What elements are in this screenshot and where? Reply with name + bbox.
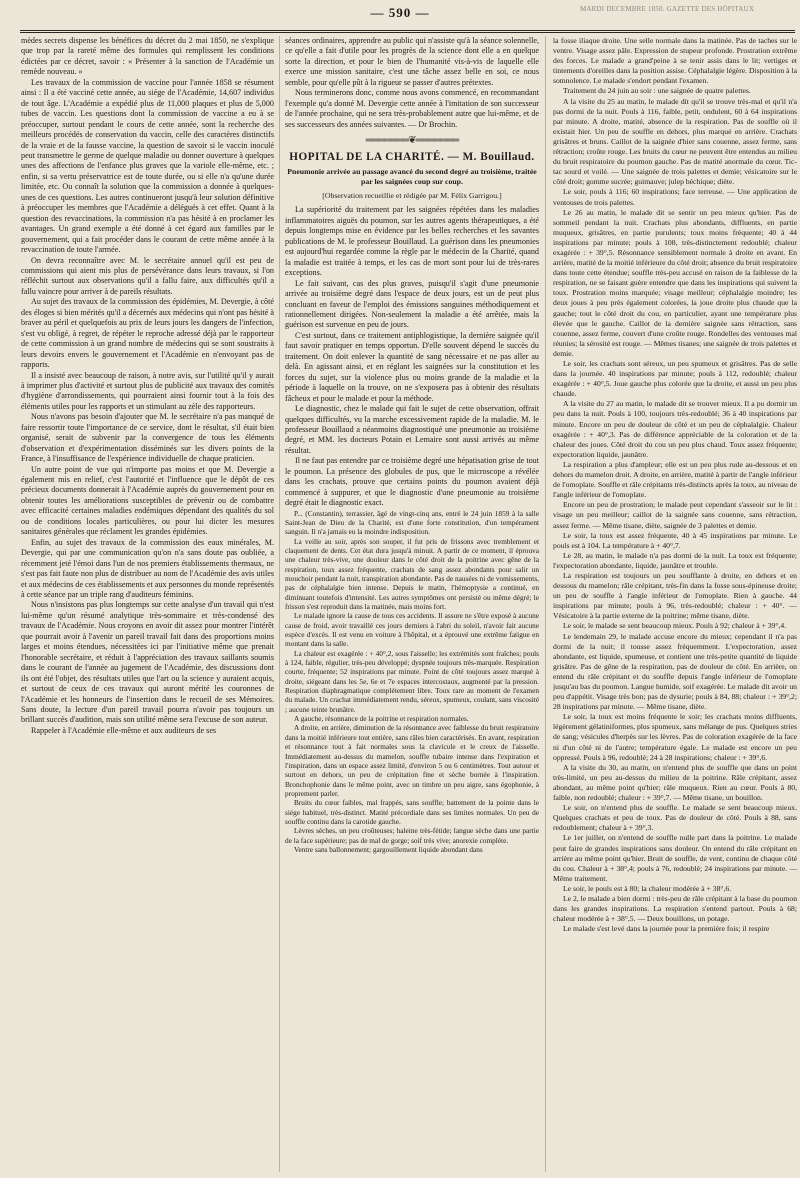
paragraph: Le diagnostic, chez le malade qui fait le sujet de cette observation, offrait quelques difficultés, vu la marche excessivement rapide de la maladie. M. le professeur Bouillaud a néanmoins diagnostiqué une pneumonie au troisième degré, et MM. les docteurs Potain et Lemaire sont aussi arrivés au même résultat. <box>285 404 539 455</box>
paragraph: A gauche, résonnance de la poitrine et respiration normales. <box>294 714 469 724</box>
paragraph: Enfin, au sujet des travaux de la commission des eaux minérales, M. Devergie, qui par une communication qu'on n'a sans doute pas oubliée, a récemment jeté l'émoi dans l'un de nos premiers établissements thermaux, ne s'est pas fait faute non plus de distribuer au nom de l'Académie des avis utiles et aux médecins de ces établissements et aux personnes du monde représentés à cette séance par un triple rang d'auditeurs féminins. <box>21 537 274 600</box>
paragraph: La veille au soir, après son souper, il fut pris de frissons avec tremblement et claquement de dents. Cet état dura jusqu'à minuit. A partir de ce moment, il éprouva une chaleur très-vive, une douleur dans le côté droit de la poitrine avec gêne de la respiration, toux assez fréquente, crachats de sang assez abondants pour salir un mouchoir pendant la nuit, transpiration abondante. Pas de nausées ni de vomissements, pas de céphalalgie bien intense. Depuis le matin, l'hémoptysie a continué, en diminuant toutefois d'intensité. Les autres symptômes ont persisté ou même dégré; le frisson s'est reproduit dans la matinée, mais moins fort. <box>285 536 539 612</box>
column-divider <box>545 36 546 1172</box>
article-subtitle: Pneumonie arrivée au passage avancé du second degré au troisième, traitée par les saignées coup sur coup. <box>287 166 537 186</box>
paragraph: Le 1er juillet, on n'entend de souffle nulle part dans la poitrine. Le malade peut faire de grandes inspirations sans douleur. On entend du râle crépitant en arrière au même point qu'hier. Bruit de souffle, de vent, continu de chaque côté du cou. Chaleur à + 38°,4; pouls à 76, redoublé; 24 inspirations par minute. — Même traitement. <box>553 833 797 883</box>
paragraph: Lèvres sèches, un peu croûteuses; haleine très-fétide; langue sèche dans une partie de la face supérieure; pas de mal de gorge; soif très vive; anorexie complète. <box>285 826 539 845</box>
paragraph: Au sujet des travaux de la commission des épidémies, M. Devergie, à côté des éloges si bien mérités qu'il a décernés aux médecins qui n'ont pas hésité à braver au péril et quelquefois au prix de leurs jours les dangers de l'infection, s'est vu obligé, à regret, de répéter le reproche adressé déjà par le rapporteur de cette commission à un grand nombre de médecins qui se sont soustraits à leurs devoirs envers le gouvernement et l'Académie en n'envoyant pas de rapports. <box>21 297 274 370</box>
column-divider <box>279 36 280 1172</box>
column-1 <box>21 36 274 1172</box>
observation-note: [Observation recueillie et rédigée par M. Félix Garrigou.] <box>322 190 502 200</box>
paragraph: La respiration a plus d'ampleur; elle est un peu plus rude au-dessous et en dehors du mamelon droit. A droite, en arrière, matité à partir de l'angle inférieur de l'omoplate. Souffle et râle crépitants très-distincts après la toux, au niveau de l'angle inférieur de l'omoplate. <box>553 459 797 500</box>
paragraph: La respiration est toujours un peu soufflante à droite, en dehors et en dessous du mamelon; râle crépitant, très-fin dans la fosse sous-épineuse droite; un peu de souffle à l'angle inférieur de l'omoplate. Rien à gauche. 44 inspirations par minute; pouls à 96, très-redoublé; chaleur : + 40°. — Vésicatoire à la partie externe de la poitrine; même tisane, diète. <box>553 570 797 621</box>
case-report <box>285 509 539 855</box>
paragraph: Encore un peu de prostration; le malade peut cependant s'asseoir sur le lit : visage un peu meilleur; caillot de la saignée sans couenne, sans rétraction, assez ferme. — Même tisane, diète, saignée de 3 palettes et demie. <box>553 500 797 530</box>
paragraph: C'est surtout, dans ce traitement antiphlogistique, la dernière saignée qu'il faut savoir pratiquer en temps opportun. D'elle souvent dépend le succès du traitement. On doit enlever la quantité de sang nécessaire et ne pas aller au delà. En agissant ainsi, et en réglant les saignées sur la constitution et les forces du sujet, sur la violence plus ou moins grande de la maladie et la période à laquelle on la trouve, on ne s'exposera pas à obtenir des résultats fâcheux et pour le malade et pour la méthode. <box>285 330 539 403</box>
paragraph: Nous n'avons pas besoin d'ajouter que M. le secrétaire n'a pas manqué de faire ressortir toute l'importance de ce service, dont le résultat, s'il était bien organisé, serait de subvenir par la convergence de tous les éléments d'observation et d'expérimentation disséminés sur les divers points de la France, à l'insuffisance de l'expérience individuelle de chaque praticien. <box>21 412 274 464</box>
paragraph: A la visite du 25 au matin, le malade dit qu'il se trouve très-mal et qu'il n'a pas dormi de la nuit. Pouls à 116, faible, petit, ondulent, 60 à 64 inspirations par minute. A droite, matité, absence de la respiration. Pas de souffle où il existait hier. Un peu de souffle en dehors, plus marqué en arrière. Crachats grisâtres et bruns. Caillot de la saignée d'hier sans couenne, assez ferme, sans rétraction; croûte rouge. Les bruits du cœur ne peuvent être entendus au milieu du bruit respiratoire du poumon gauche. Pas de matité anormale du cœur. Tic-tac sourd et voilé. — Une saignée de trois palettes et demie; vésicatoire sur le côté droit; gomme sucrée; guimauve; julep béchique; diète. <box>553 96 797 187</box>
paragraph: Un autre point de vue qui n'importe pas moins et que M. Devergie a également mis en relief, c'est l'autorité et l'influence que le dépôt de ces précieux documents donnerait à l'Académie auprès du gouvernement pour en obtenir toutes les améliorations susceptibles de prévenir ou de combattre avec efficacité certaines maladies endémiques dépendant des qualités du sol ou de conditions locales particulières, ou pour lui dicter les mesures sanitaires générales que réclament les grandes épidémies. <box>21 464 274 537</box>
paragraph: P... (Constantin), terrassier, âgé de vingt-cinq ans, entré le 24 juin 1859 à la salle Saint-Jean de Dieu de la Charité, est d'une forte constitution, d'un tempérament sanguin. Il n'a jamais eu la moindre indisposition. <box>285 508 539 537</box>
column-3 <box>553 36 797 1172</box>
paragraph: Le soir, la toux est moins fréquente le soir; les crachats moins diffluents, légèrement gélatiniformes, plus spumeux, sans mélange de pus. Quelques stries de sang; vésicules d'herpès sur les lèvres. Pas de coloration exagérée de la face ni d'un côté ni de l'autre; température égale. Le malade est encore un peu oppressé. Pouls à 96, redoublé; 24 à 28 inspirations; chaleur : + 39°,6. <box>553 712 797 762</box>
paragraph: Le soir, la toux est assez fréquente, 40 à 45 inspirations par minute. Le pouls est à 104. La température à + 40°,7. <box>553 530 797 550</box>
paragraph: Bruits du cœur faibles, mal frappés, sans souffle; battement de la pointe dans le siége habituel, très-distinct. Matité précordiale dans ses limites normales. Un peu de souffle continu dans la carotide gauche. <box>285 798 539 826</box>
paragraph: Nous n'insistons pas plus longtemps sur cette analyse d'un travail qui n'est lui-même qu'un résumé analytique très-sommaire et très-condensé des travaux de l'Académie. Nous croyons en avoir dit assez pour montrer l'intérêt que pourrait avoir à l'avenir un pareil travail fait dans des proportions moins larges et moins étendues, nécessitées ici par l'initiative même que prenait l'honorable secrétaire, et réduit à l'appréciation des travaux saillants soumis dans le courant de l'année au jugement de l'Académie, des discussions dont ils ont été l'objet, des résultats utiles que l'art ou la science y auraient acquis, et surtout de ceux de ces travaux qui auront mérité les couronnes de l'Académie et les honneurs de l'insertion dans le recueil de ses Mémoires. Sans doute, la lecture d'un pareil travail pourra n'avoir pas toujours un brillant succès d'audition, mais son utilité même sera l'excuse de son auteur. <box>21 600 274 725</box>
column-2 <box>285 36 539 1172</box>
paragraph: Le soir, pouls à 116; 60 inspirations; face terreuse. — Une application de ventouses de trois palettes. <box>553 187 797 207</box>
section-ornament: ═══════❦═══════ <box>365 135 459 147</box>
paragraph: A droite, en arrière, diminution de la résonnance avec faiblesse du bruit respiratoire dans la moitié inférieure tout entière, sans râles bien caractérisés. En avant, respiration et résonnance tout à fait normales sous la clavicule et le creux de l'aisselle. Immédiatement au-dessus du mamelon, souffle tubaire intense dans l'expiration et l'inspiration, dans un espace assez limité, d'environ 5 ou 6 centimètres. Tout autour et surtout en dehors, un peu de crépitation fine et sèche bornée à l'inspiration. Bronchophonie dans le même point, avec un timbre un peu aigre, sans égophonie, à proprement parler. <box>285 723 539 798</box>
paragraph: Le lendemain 29, le malade accuse encore du mieux; cependant il n'a pas dormi de la nuit; il tousse assez fréquemment. L'expectoration, assez abondante, est liquide, spumeuse, et contient une très-petite quantité de liquide grisâtre. Pas de gêne de la respiration, pas de douleur de côté. En arrière, on entend du râle crépitant et du souffle depuis l'angle inférieur de l'omoplate jusqu'au bas du poumon. Langue humide, soif exagérée. Le malade dit avoir un peu d'appétit. Visage très bon; pas de dysurie; pouls à 84, 88; chaleur : + 39°,2; 28 inspirations par minute. — Même tisane, diète. <box>553 631 797 712</box>
paragraph: Nous terminerons donc, comme nous avons commencé, en recommandant l'exemple qu'a donné M. Devergie cette année à l'imitation de son successeur de l'année prochaine, qui ne sera très-probablement autre que lui-même, et de ses successeurs des années suivantes. — Dr Brochin. <box>285 88 539 129</box>
paragraph: la fosse iliaque droite. Une selle normale dans la matinée. Pas de taches sur le ventre. Visage assez pâle. Expression de stupeur profonde. Prostration extrême des forces. Le malade a grand'peine à se tenir assis dans le lit; vertiges et tintements d'oreilles dans la position assise. Céphalalgie légère. Disposition à la somnolence. Le malade s'endort pendant l'examen. <box>553 36 797 86</box>
paragraph: séances ordinaires, apprendre au public qui n'assiste qu'à la séance solennelle, ce qu'elle a fait d'utile pour les progrès de la science dont elle a en quelque sorte la direction, et pour le bien de l'humanité vis-à-vis de laquelle elle exerce une mission sanitaire, c'est une tâche assez belle en soi, ce nous semble, pour qu'elle pût à la rigueur se passer d'autres prétextes. <box>285 36 539 87</box>
paragraph: A la visite du 27 au matin, le malade dit se trouver mieux. Il a pu dormir un peu dans la nuit. Pouls à 100, toujours très-redoublé; 36 à 40 inspirations par minute. Encore un peu de douleur de côté et un peu de céphalalgie. Chaleur exagérée : + 40°,3. Pas de différence appréciable de la coloration et de la chaleur des joues. Côté droit du cou un peu plus chaud. Toux assez fréquente; expectoration liquide, jaunâtre. <box>553 399 797 459</box>
paragraph: mèdes secrets dispense les bénéfices du décret du 2 mai 1850, ne s'explique que trop par la rareté même des formules qui remplissent les conditions édictées par ce décret, savoir : « Présenter à la sanction de l'Académie un remède nouveau. » <box>21 36 274 77</box>
paragraph: Le soir, le pouls est à 80; la chaleur modérée à + 38°,6. <box>563 883 732 893</box>
paragraph: Le fait suivant, cas des plus graves, puisqu'il s'agit d'une pneumonie arrivée au troisième degré dans l'espace de deux jours, est un de peut plus concluant en faveur de l'emploi des émissions sanguines méthodiquement et rationnellement dirigées. Non-seulement la maladie a été arrêtée, mais la guérison est survenue en peu de jours. <box>285 278 539 330</box>
paragraph: A la visite du 30, au matin, on n'entend plus de souffle que dans un point très-limité, un peu au-dessus du milieu de la poitrine. Râle crépitant, assez abondant, au même point qu'hier; râle muqueux. Rien au cœur. Pouls à 80, faible, non redoublé; chaleur : + 39°,7. — Même tisane, un bouillon. <box>553 762 797 803</box>
paragraph: La supériorité du traitement par les saignées répétées dans les maladies inflammatoires aiguës du poumon, sur les autres agents thérapeutiques, a été depuis longtemps mise en évidence par les belles recherches et les savantes publications de M. le professeur Bouillaud. La guérison dans les pneumonies est aujourd'hui regardée comme la règle par le médecin de la Charité, quand la maladie est traitée à temps, et les cas de mort sont pour lui de très-rares exceptions. <box>285 205 539 278</box>
paragraph: Les travaux de la commission de vaccine pour l'année 1858 se résument ainsi : Il a été vacciné cette année, au siége de l'Académie, 14,607 individus de tout âge. L'Académie a expédié plus de 11,000 plaques et plus de 5,000 tubes de vaccin. Les questions dont la commission de vaccine a eu à se préoccuper, surtout pendant le cours de cette année, sont la recherche des meilleurs procédés de conservation du vaccin, celle des caractères distinctifs de la vraie et de la fausse vaccine, la question de savoir si le vaccin inoculé peut transmettre le germe de quelque maladie ou donner ouverture à quelques unes des affections de l'enfance plus graves que la variole elle-même, etc. ; enfin, si sa vertu préservatrice est de toute durée, ou si elle n'a qu'une durée limitée, etc. Ou connaît la solution que la commission a donnée à quelques-unes de ces questions. Les autres continueront jusqu'à leur solution définitive à préoccuper les membres que l'Académie a délégués à cet effet. Quant à la question des revaccinations, la commission n'a pas hésité à en proclamer les avantages. Un grand exemple a été donné à cet égard aux familles par le gouvernement, qui a fait procéder dans le courant de cette même année à la revaccination de toute l'armée. <box>21 77 274 255</box>
header-rule <box>20 30 795 33</box>
paragraph: Le soir, on n'entend plus de souffle. Le malade se sent beaucoup mieux. Quelques crachats et peu de toux. Pas de douleur de côté. Pouls à 88, sans redoublement; chaleur à + 39°,3. <box>553 803 797 833</box>
paragraph: La chaleur est exagérée : + 40°,2, sous l'aisselle; les extrémités sont fraîches; pouls à 124, faible, régulier, très-peu développé; dyspnée toujours très-marquée. Respiration courte, fréquente; 52 inspirations par minute. Point de côté toujours assez marqué à droite, siégeant dans les 5e, 6e et 7e espaces intercostaux, augmenté par la pression. Respiration diaphragmatique complétement libre. Toux rare au moment de l'examen du malade. Un crachat immédiatement rendu, séreux, spumeux, coulant, sans viscosité ; aucune teinte brunâtre. <box>285 648 539 714</box>
paragraph: Le 28, au matin, le malade n'a pas dormi de la nuit. La toux est fréquente; l'expectoration abondante, liquide, jaunâtre et trouble. <box>553 550 797 570</box>
header-right-fragment: MARDI DECEMBRE 1850. GAZETTE DES HÔPITAUX <box>580 5 755 13</box>
paragraph: Il a insisté avec beaucoup de raison, à notre avis, sur l'utilité qu'il y aurait à imprimer plus d'activité et surtout plus de publicité aux travaux des comités d'hygiène d'arrondissements, qui pourraient ainsi fournir tout à la fois des éléments utiles pour les rapports et un stimulant au zèle des rapporteurs. <box>21 370 274 411</box>
paragraph: Ventre sans ballonnement; gargouillement liquide abondant dans <box>294 844 483 854</box>
paragraph: Le malade ignore la cause de tous ces accidents. Il assure ne s'être exposé à aucune cause de froid, avoir travaillé ces jours derniers à l'abri du soleil, n'avoir fait aucune espèce d'excès. Il est venu en voiture à l'hôpital, et a éprouvé une extrême fatigue en montant dans la salle. <box>285 611 539 649</box>
paragraph: Traitement du 24 juin au soir : une saignée de quatre palettes. <box>563 86 751 96</box>
page-number: — 590 — <box>370 5 430 20</box>
paragraph: Le soir, le malade se sent beaucoup mieux. Pouls à 92; chaleur à + 39°,4. <box>563 621 787 631</box>
paragraph: Le malade s'est levé dans la journée pour la première fois; il respire <box>563 924 770 934</box>
paragraph: Le soir, les crachats sont séreux, un peu spumeux et grisâtres. Pas de selle dans la journée. 40 inspirations par minute; pouls à 112, redoublé; chaleur exagérée : + 40°,5. Joue gauche plus colorée que la droite, et aussi un peu plus chaude. <box>553 359 797 399</box>
paragraph: On devra reconnaître avec M. le secrétaire annuel qu'il est peu de commissions qui aient mis plus de persévérance dans leurs travaux, si l'on réfléchit surtout aux observations qu'il a fallu faire, aux difficultés qu'il a fallu vaincre pour arriver à de pareils résultats. <box>21 255 274 296</box>
paragraph: Le 26 au matin, le malade dit se sentir un peu mieux qu'hier. Pas de sommeil pendant la nuit. Crachats plus abondants, diffluents, en partie muqueux, grisâtres, en partie purulents; toux moins fréquente; 40 à 44 inspirations par minute; pouls à 108, très-distinctement redoublé; chaleur exagérée : + 39°,5. Résonnance sensiblement normale à droite en avant. En arrière, matité de la moitié inférieure du côté droit; absence du bruit respiratoire dans toute cette étendue; souffle très-peu accusé en raison de la faiblesse de la respiration, ne se faisant guère entendre que dans les inspirations qui suivent la toux. Prostration moins marquée; visage meilleur; céphalalgie moindre; les deux joues à peu près également colorées, la joue droite plus chaude que la gauche; tout le côté droit du cou, en particulier, ayant une température plus élevée que le gauche. Caillot de la dernière saignée sans rétraction, sans couenne, assez ferme, couvert d'une croûte rouge. Rondelles des ventouses mal réunies; la sérosité est rouge. — Mêmes tisanes; une saignée de trois palettes et demie. <box>553 207 797 358</box>
paragraph: Le 2, le malade a bien dormi : très-peu de râle crépitant à la base du poumon dans les grandes inspirations. La respiration s'entend partout. Pouls à 68; chaleur modérée à + 38°,5. — Deux bouillons, un potage. <box>553 893 797 924</box>
paragraph: Il ne faut pas entendre par ce troisième degré une hépatisation grise de tout le poumon. La présence des globules de pus, que le microscope a révélée dans les crachats, prouve que certains points du poumon avaient déjà commencé à suppurer, et que le diagnostic d'une pneumonie au troisième degré était le diagnostic exact. <box>285 456 539 508</box>
article-title: HOPITAL DE LA CHARITÉ. — M. Bouillaud. <box>289 150 535 163</box>
paragraph: Rappeler à l'Académie elle-même et aux auditeurs de ses <box>31 725 217 735</box>
